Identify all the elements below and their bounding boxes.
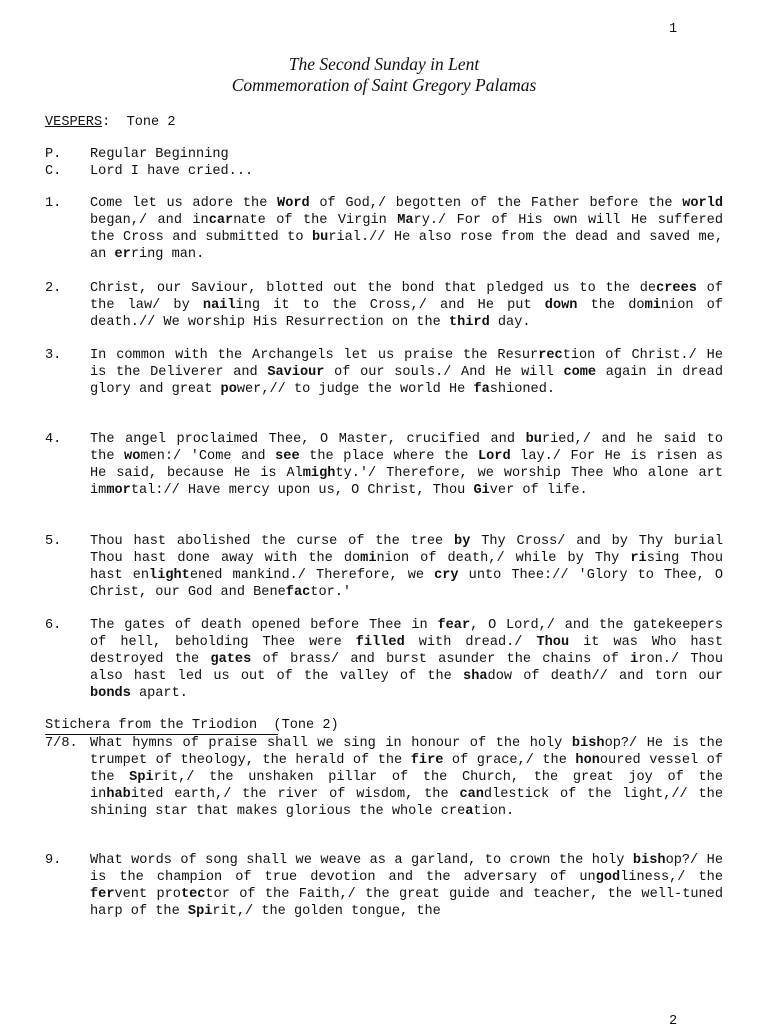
text-run: The gates of death opened before Thee in [90, 618, 438, 633]
verse-text [90, 347, 723, 398]
verse-number: 9. [45, 853, 62, 868]
text-run: rit,/ the golden tongue, the [212, 904, 441, 919]
text-run: it was Who hast destroyed the [90, 635, 723, 667]
emphasis: Lord [477, 449, 511, 464]
verse [45, 617, 723, 702]
text-run: Come let us adore the [90, 196, 278, 211]
text-run: tal:// Have mercy upon us, O Christ, Thou [130, 483, 474, 498]
emphasis: down [544, 298, 578, 313]
text-run: The angel proclaimed Thee, O Master, crucified and [90, 432, 526, 447]
text-run: oured vessel of the [90, 753, 723, 785]
vespers-heading [45, 114, 176, 131]
verse-number: 7/8. [45, 736, 78, 751]
text-run: nate of the Virgin [233, 213, 398, 228]
verse [45, 533, 723, 601]
text-run: the do [577, 298, 645, 313]
vespers-label: VESPERS [45, 115, 103, 130]
verse [45, 280, 723, 331]
stichera-heading [45, 717, 339, 734]
verse-number: 6. [45, 618, 62, 633]
emphasis: Spi [129, 770, 154, 785]
prelims [45, 146, 253, 180]
emphasis: ri [630, 551, 647, 566]
emphasis: crees [656, 281, 697, 296]
verse-number: 2. [45, 281, 62, 296]
emphasis: by [454, 534, 471, 549]
emphasis: sha [463, 669, 488, 684]
text-run: tor of the Faith,/ the great guide and teacher, the well-tuned harp of the [90, 887, 723, 919]
text-run: day. [489, 315, 531, 330]
emphasis: hab [106, 787, 131, 802]
emphasis: fa [473, 382, 490, 397]
emphasis: nail [202, 298, 236, 313]
page-title [0, 54, 768, 96]
text-run: unto Thee:// 'Glory to Thee, O Christ, our God and Bene [90, 568, 723, 600]
verse-number: 4. [45, 432, 62, 447]
prelim-text: Lord I have cried... [90, 164, 254, 179]
emphasis: god [595, 870, 621, 885]
verse-number: 5. [45, 534, 62, 549]
text-run: dow of death// and torn our [487, 669, 723, 684]
text-run: of brass/ and burst asunder the chains of [251, 652, 631, 667]
emphasis: bonds [90, 686, 131, 701]
text-run: rial.// He also rose from the dead and saved me, an [90, 230, 723, 262]
emphasis: i [630, 652, 639, 667]
emphasis: bish [571, 736, 605, 751]
text-run: with dread./ [404, 635, 537, 650]
verse-text [90, 431, 723, 499]
emphasis: Saviour [267, 365, 325, 380]
text-run: wer,// to judge the world He [236, 382, 474, 397]
prelim-code: C. [45, 164, 62, 179]
prelim-code: P. [45, 147, 62, 162]
verse-number: 1. [45, 196, 62, 211]
emphasis: world [682, 196, 724, 211]
verse-text [90, 533, 723, 601]
verse [45, 347, 723, 398]
text-run: What words of song shall we weave as a garland, to crown the holy [90, 853, 633, 868]
emphasis: car [208, 213, 234, 228]
text-run: ron./ Thou also hast led us out of the valley of the [90, 652, 723, 684]
text-run: vent pro [114, 887, 181, 902]
text-run: Thou hast abolished the curse of the tree [90, 534, 455, 549]
text-run: the place where the [299, 449, 478, 464]
text-run: dlestick of the light,// the shining star that makes glorious the whole cre [90, 787, 723, 819]
text-run: tor.' [310, 585, 352, 600]
emphasis: cry [434, 568, 459, 583]
title-line-2: Commemoration of Saint Gregory Palamas [231, 75, 537, 95]
stichera-tone: (Tone 2) [257, 718, 339, 733]
emphasis: fear [437, 618, 471, 633]
text-run: ried,/ and he said to the [90, 432, 723, 464]
prelim-row [45, 146, 253, 163]
emphasis: mi [644, 298, 661, 313]
text-run: Thy Cross/ and by Thy burial Thou hast done away with the do [90, 534, 723, 566]
text-run: Christ, our Saviour, blotted out the bond that pledged us to the de [90, 281, 657, 296]
title-line-1: The Second Sunday in Lent [288, 54, 480, 74]
emphasis: tec [180, 887, 206, 902]
emphasis: er [114, 247, 131, 262]
text-run: of grace,/ the [443, 753, 576, 768]
emphasis: fire [410, 753, 444, 768]
vespers-tone: : Tone 2 [102, 115, 176, 130]
text-run: What hymns of praise shall we sing in honour of the holy [90, 736, 572, 751]
text-run: , O Lord,/ and the gatekeepers of hell, beholding Thee were [90, 618, 723, 650]
text-run: ing it to the Cross,/ and He put [235, 298, 545, 313]
text-run: lay./ For He is risen as He said, because He is Al [90, 449, 723, 481]
text-run: nion of death,/ while by Thy [376, 551, 631, 566]
text-run: shioned. [489, 382, 556, 397]
emphasis: Ma [397, 213, 414, 228]
text-run: of the law/ by [90, 281, 723, 313]
emphasis: Word [277, 196, 310, 211]
text-run: ring man. [130, 247, 205, 262]
text-run: began,/ and in [90, 213, 209, 228]
emphasis: bish [632, 853, 666, 868]
text-run: op?/ He is the champion of true devotion and the adversary of un [90, 853, 723, 885]
prelim-row [45, 163, 253, 180]
stichera-label: Stichera from the Triodion [45, 718, 258, 733]
verse-text [90, 735, 723, 820]
emphasis: come [563, 365, 597, 380]
text-run: nion of death.// We worship His Resurrection on the [90, 298, 723, 330]
text-run: of God,/ begotten of the Father before the [309, 196, 683, 211]
text-run: ited earth,/ the river of wisdom, the [130, 787, 460, 802]
emphasis: filled [355, 635, 405, 650]
text-run: ry./ For of His own will He suffered the Cross and submitted to [90, 213, 723, 245]
emphasis: Thou [536, 635, 570, 650]
emphasis: a [465, 804, 474, 819]
text-run: tion. [473, 804, 515, 819]
text-run: In common with the Archangels let us praise the Resur [90, 348, 539, 363]
emphasis: third [448, 315, 490, 330]
text-run: again in dread glory and great [90, 365, 723, 397]
emphasis: can [459, 787, 484, 802]
text-run: ver of life. [489, 483, 588, 498]
emphasis: wo [124, 449, 141, 464]
text-run: liness,/ the [620, 870, 723, 885]
text-run: ened mankind./ Therefore, we [189, 568, 435, 583]
verse [45, 852, 723, 920]
text-run: rit,/ the unshaken pillar of the Church, the great joy of the in [90, 770, 723, 802]
emphasis: fac [285, 585, 311, 600]
verse-text [90, 852, 723, 920]
emphasis: migh [302, 466, 336, 481]
emphasis: gates [210, 652, 252, 667]
emphasis: mor [106, 483, 131, 498]
text-run: apart. [130, 686, 188, 701]
verse-text [90, 280, 723, 331]
emphasis: bu [311, 230, 329, 245]
emphasis: see [275, 449, 300, 464]
emphasis: mi [360, 551, 377, 566]
text-run: ty.'/ Therefore, we worship Thee Who alone art im [90, 466, 723, 498]
emphasis: light [149, 568, 190, 583]
emphasis: po [220, 382, 237, 397]
verse [45, 735, 723, 820]
emphasis: fer [90, 887, 115, 902]
page-number: 1 [669, 22, 678, 37]
text-run: sing Thou hast en [90, 551, 723, 583]
emphasis: Spi [187, 904, 213, 919]
verse-text [90, 617, 723, 702]
prelim-text: Regular Beginning [90, 147, 229, 162]
verse [45, 431, 723, 499]
text-run: of our souls./ And He will [324, 365, 564, 380]
text-run: op?/ He is the trumpet of theology, the herald of the [90, 736, 723, 768]
emphasis: hon [575, 753, 600, 768]
emphasis: rec [538, 348, 563, 363]
emphasis: bu [525, 432, 542, 447]
text-run: men:/ 'Come and [140, 449, 276, 464]
text-run: tion of Christ./ He is the Deliverer and [90, 348, 723, 380]
verse [45, 195, 723, 263]
verse-number: 3. [45, 348, 62, 363]
verse-text [90, 195, 723, 263]
emphasis: Gi [473, 483, 490, 498]
next-page-number: 2 [669, 1014, 678, 1029]
